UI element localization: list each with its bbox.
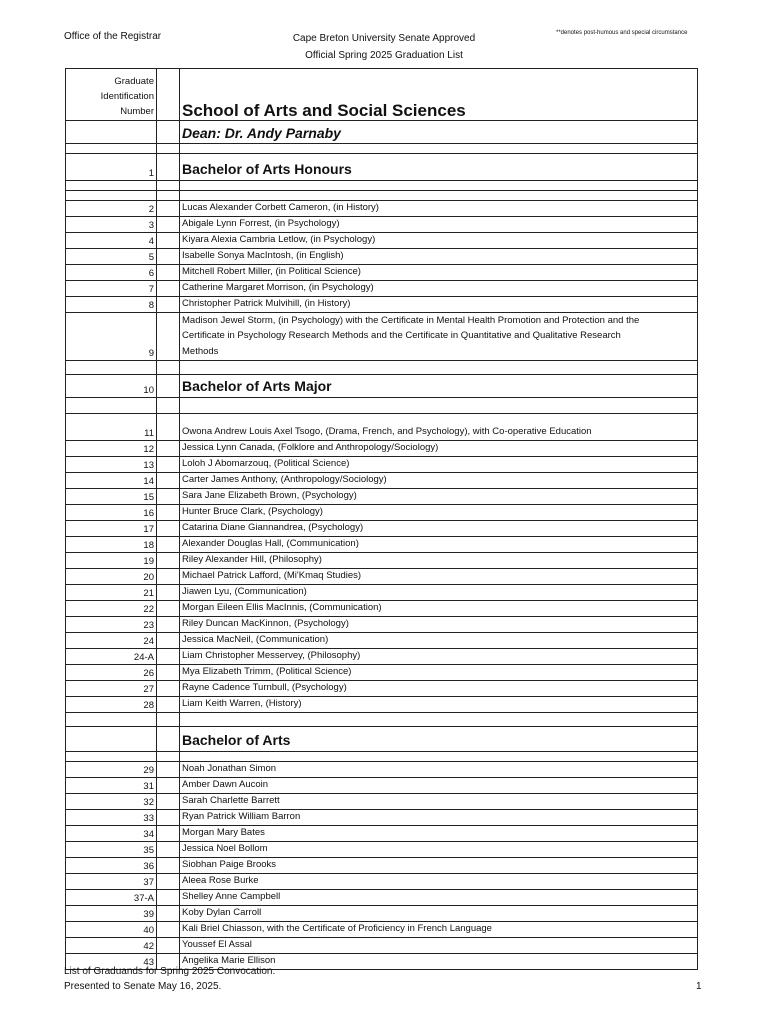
grad-number: 21: [65, 585, 157, 600]
table-row: [65, 938, 698, 954]
graduate-name: Sarah Charlette Barrett: [180, 794, 698, 809]
title-line-2: Official Spring 2025 Graduation List: [305, 50, 463, 61]
school-title: School of Arts and Social Sciences: [180, 69, 698, 120]
grad-number: 12: [65, 441, 157, 456]
table-row: [65, 697, 698, 713]
table-row: [65, 553, 698, 569]
graduate-name: Youssef El Assal: [180, 938, 698, 953]
grad-number: 10: [65, 375, 157, 397]
table-row: [65, 414, 698, 441]
graduate-name: Aleea Rose Burke: [180, 874, 698, 889]
graduate-name: Jessica MacNeil, (Communication): [180, 633, 698, 648]
table-row: [65, 249, 698, 265]
table-row: [65, 617, 698, 633]
table-row: [65, 778, 698, 794]
table-row: [65, 313, 698, 361]
table-row: [65, 665, 698, 681]
graduation-table: [65, 68, 698, 970]
name-line: Certificate in Psychology Research Methods and the Certificate in Quantitative and Qualitative Research: [182, 330, 621, 341]
grad-number: 20: [65, 569, 157, 584]
column-header: [65, 69, 157, 120]
registrar-header: Office of the Registrar: [64, 31, 162, 42]
grad-number: 24: [65, 633, 157, 648]
table-row: [65, 762, 698, 778]
posthumous-note: **denotes post-humous and special circumstance: [556, 30, 688, 36]
graduate-name: Rayne Cadence Turnbull, (Psychology): [180, 681, 698, 696]
table-row: [65, 505, 698, 521]
grad-number: 43: [65, 954, 157, 969]
column-header-line: Number: [120, 106, 154, 117]
grad-number: 35: [65, 842, 157, 857]
graduate-name: Jessica Noel Bollom: [180, 842, 698, 857]
grad-number: 3: [65, 217, 157, 232]
table-row: [65, 569, 698, 585]
graduate-name: Ryan Patrick William Barron: [180, 810, 698, 825]
graduate-name: Liam Keith Warren, (History): [180, 697, 698, 712]
section-title: Bachelor of Arts: [180, 727, 698, 751]
graduate-name: Abigale Lynn Forrest, (in Psychology): [180, 217, 698, 232]
table-row: [65, 521, 698, 537]
graduate-name: Catherine Margaret Morrison, (in Psychology): [180, 281, 698, 296]
grad-number: 18: [65, 537, 157, 552]
name-line: Methods: [182, 345, 219, 357]
graduate-name: Michael Patrick Lafford, (Mi'Kmaq Studies): [180, 569, 698, 584]
graduate-name: Sara Jane Elizabeth Brown, (Psychology): [180, 489, 698, 504]
table-row: [65, 858, 698, 874]
grad-number: 6: [65, 265, 157, 280]
graduate-name: Lucas Alexander Corbett Cameron, (in History): [180, 201, 698, 216]
graduate-name: Jessica Lynn Canada, (Folklore and Anthropology/Sociology): [180, 441, 698, 456]
grad-number: 7: [65, 281, 157, 296]
table-row: [65, 810, 698, 826]
graduate-name: Kiyara Alexia Cambria Letlow, (in Psychology): [180, 233, 698, 248]
graduate-name: Owona Andrew Louis Axel Tsogo, (Drama, French, and Psychology), with Co-operative Education: [180, 414, 698, 440]
graduate-name: Shelley Anne Campbell: [180, 890, 698, 905]
grad-number: 4: [65, 233, 157, 248]
graduate-name: Liam Christopher Messervey, (Philosophy): [180, 649, 698, 664]
table-row: [65, 794, 698, 810]
graduate-name: Mya Elizabeth Trimm, (Political Science): [180, 665, 698, 680]
table-row: [65, 201, 698, 217]
graduate-name: Loloh J Abomarzouq, (Political Science): [180, 457, 698, 472]
table-row: [65, 473, 698, 489]
grad-number: 22: [65, 601, 157, 616]
name-line: Madison Jewel Storm, (in Psychology) with the Certificate in Mental Health Promotion and Protection and the: [182, 314, 640, 326]
section-row: [65, 154, 698, 181]
graduate-name: Christopher Patrick Mulvihill, (in History): [180, 297, 698, 312]
table-row: [65, 217, 698, 233]
grad-number: 33: [65, 810, 157, 825]
document-title: [249, 30, 519, 64]
graduate-name: Kali Briel Chiasson, with the Certificate of Proficiency in French Language: [180, 922, 698, 937]
table-row: [65, 922, 698, 938]
graduate-name: Riley Alexander Hill, (Philosophy): [180, 553, 698, 568]
table-row: [65, 633, 698, 649]
grad-number: 37: [65, 874, 157, 889]
graduate-name: [180, 313, 698, 360]
grad-number: 29: [65, 762, 157, 777]
footer-note: List of Graduands for Spring 2025 Convocation.: [64, 966, 276, 977]
grad-number: 16: [65, 505, 157, 520]
grad-number: 8: [65, 297, 157, 312]
dean-row: [65, 121, 698, 144]
grad-number: 5: [65, 249, 157, 264]
grad-number: 36: [65, 858, 157, 873]
grad-number: 37-A: [65, 890, 157, 905]
grad-number: 27: [65, 681, 157, 696]
table-row: [65, 441, 698, 457]
column-header-line: Graduate: [114, 76, 154, 87]
grad-number: 23: [65, 617, 157, 632]
grad-number: 31: [65, 778, 157, 793]
grad-number: 15: [65, 489, 157, 504]
graduate-name: Hunter Bruce Clark, (Psychology): [180, 505, 698, 520]
grad-number: 19: [65, 553, 157, 568]
graduate-name: Siobhan Paige Brooks: [180, 858, 698, 873]
graduate-name: Noah Jonathan Simon: [180, 762, 698, 777]
grad-number: 28: [65, 697, 157, 712]
table-row: [65, 826, 698, 842]
table-row: [65, 281, 698, 297]
table-row: [65, 890, 698, 906]
section-row: [65, 375, 698, 398]
grad-number: 11: [65, 414, 157, 440]
table-row: [65, 601, 698, 617]
graduate-name: Amber Dawn Aucoin: [180, 778, 698, 793]
section-title: Bachelor of Arts Honours: [180, 154, 698, 180]
graduate-name: Catarina Diane Giannandrea, (Psychology): [180, 521, 698, 536]
graduate-name: Morgan Mary Bates: [180, 826, 698, 841]
graduate-name: Koby Dylan Carroll: [180, 906, 698, 921]
graduate-name: Angelika Marie Ellison: [180, 954, 698, 969]
table-row: [65, 649, 698, 665]
table-row: [65, 537, 698, 553]
grad-number: 34: [65, 826, 157, 841]
grad-number: 39: [65, 906, 157, 921]
table-row: [65, 489, 698, 505]
table-row: [65, 233, 698, 249]
grad-number: 17: [65, 521, 157, 536]
graduate-name: Morgan Eileen Ellis MacInnis, (Communication): [180, 601, 698, 616]
grad-number: 2: [65, 201, 157, 216]
graduate-name: Isabelle Sonya MacIntosh, (in English): [180, 249, 698, 264]
page-number: 1: [696, 981, 702, 992]
table-row: [65, 265, 698, 281]
grad-number: 14: [65, 473, 157, 488]
graduate-name: Mitchell Robert Miller, (in Political Science): [180, 265, 698, 280]
table-row: [65, 842, 698, 858]
graduate-name: Carter James Anthony, (Anthropology/Sociology): [180, 473, 698, 488]
grad-number: 1: [65, 154, 157, 180]
table-row: [65, 297, 698, 313]
graduate-name: Jiawen Lyu, (Communication): [180, 585, 698, 600]
footer-date: Presented to Senate May 16, 2025.: [64, 981, 222, 992]
grad-number: 26: [65, 665, 157, 680]
graduate-name: Alexander Douglas Hall, (Communication): [180, 537, 698, 552]
column-header-line: Identification: [100, 91, 154, 102]
title-line-1: Cape Breton University Senate Approved: [292, 33, 476, 44]
section-row: [65, 727, 698, 752]
grad-number: 40: [65, 922, 157, 937]
table-header-row: [65, 68, 698, 121]
section-title: Bachelor of Arts Major: [180, 375, 698, 397]
grad-number: 13: [65, 457, 157, 472]
grad-number: 32: [65, 794, 157, 809]
table-row: [65, 874, 698, 890]
dean-name: Dean: Dr. Andy Parnaby: [180, 121, 698, 143]
grad-number: 9: [65, 313, 157, 360]
grad-number: 24-A: [65, 649, 157, 664]
table-row: [65, 681, 698, 697]
grad-number: 42: [65, 938, 157, 953]
graduate-name: Riley Duncan MacKinnon, (Psychology): [180, 617, 698, 632]
